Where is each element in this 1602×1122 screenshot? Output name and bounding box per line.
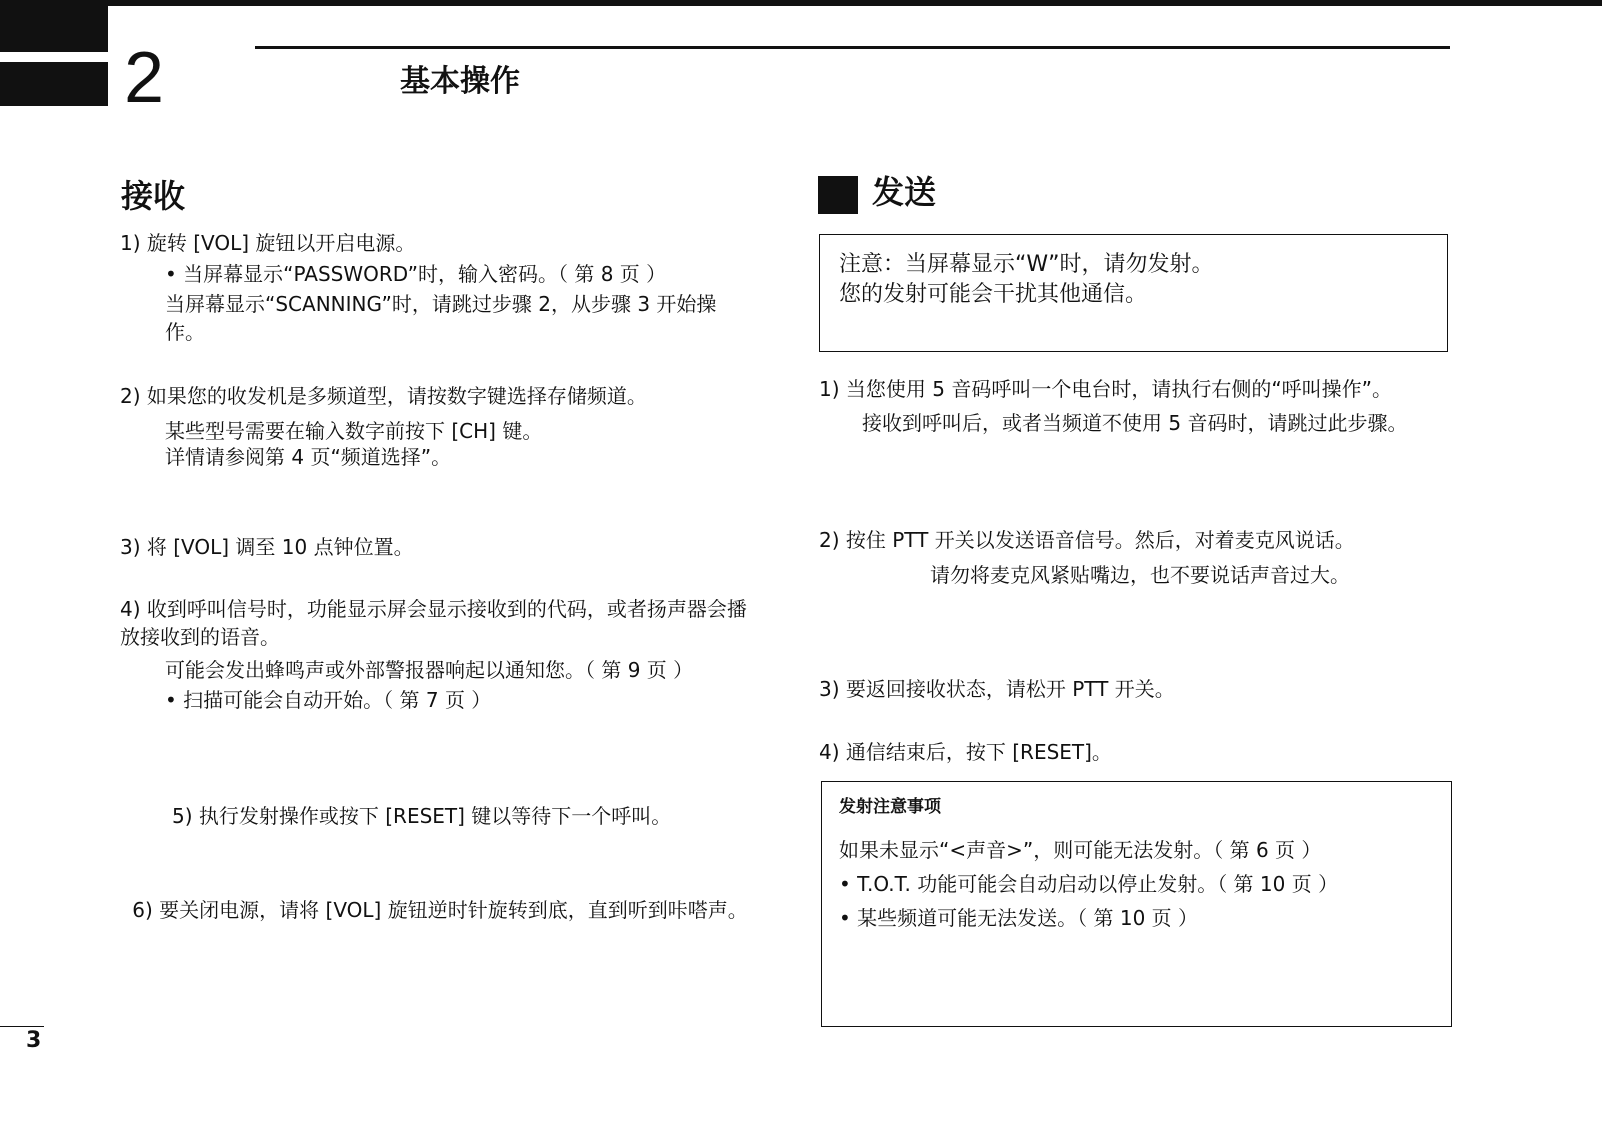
receive-step-1: 1) 旋转 [VOL] 旋钮以开启电源。 [120,231,416,255]
transmit-notes-title: 发射注意事项 [839,797,941,817]
receive-step-4: 4) 收到呼叫信号时，功能显示屏会显示接收到的代码，或者扬声器会播放接收到的语音。 [120,597,747,649]
transmit-notes-line-3: • 某些频道可能无法发送。（ 第 10 页 ） [839,906,1199,930]
receive-step-6: 6) 要关闭电源，请将 [VOL] 旋钮逆时针旋转到底，直到听到咔嗒声。 [132,898,748,922]
transmit-step-3: 3) 要返回接收状态，请松开 PTT 开关。 [819,677,1175,701]
receive-step-1-note: 当屏幕显示“SCANNING”时，请跳过步骤 2，从步骤 3 开始操作。 [165,292,717,344]
transmit-step-4: 4) 通信结束后，按下 [RESET]。 [819,740,1112,764]
receive-step-1-bullet: • 当屏幕显示“PASSWORD”时，输入密码。（ 第 8 页 ） [165,262,667,286]
chapter-title: 基本操作 [400,64,520,99]
chapter-rule [255,46,1450,49]
transmit-step-1-note: 接收到呼叫后，或者当频道不使用 5 音码时，请跳过此步骤。 [862,411,1408,435]
receive-step-4-bullet: • 扫描可能会自动开始。（ 第 7 页 ） [165,688,492,712]
caution-line-1: 注意：当屏幕显示“W”时，请勿发射。 [839,252,1214,277]
receive-step-2-note-1: 某些型号需要在输入数字前按下 [CH] 键。 [165,419,543,443]
caution-line-2: 您的发射可能会干扰其他通信。 [839,282,1148,307]
page-number: 3 [26,1028,42,1053]
transmit-step-2: 2) 按住 PTT 开关以发送语音信号。然后，对着麦克风说话。 [819,528,1355,552]
transmit-step-1: 1) 当您使用 5 音码呼叫一个电台时，请执行右侧的“呼叫操作”。 [819,377,1393,401]
chapter-tab-upper [0,0,108,52]
top-rule [0,0,1602,6]
receive-step-2-note-2: 详情请参阅第 4 页“频道选择”。 [165,445,452,469]
receive-step-4-note: 可能会发出蜂鸣声或外部警报器响起以通知您。（ 第 9 页 ） [165,658,694,682]
transmit-notes-line-2: • T.O.T. 功能可能会自动启动以停止发射。（ 第 10 页 ） [839,872,1339,896]
transmit-heading: 发送 [872,173,937,211]
chapter-number: 2 [124,38,165,118]
transmit-step-2-note: 请勿将麦克风紧贴嘴边，也不要说话声音过大。 [930,563,1350,587]
receive-step-5: 5) 执行发射操作或按下 [RESET] 键以等待下一个呼叫。 [172,804,672,828]
receive-step-3: 3) 将 [VOL] 调至 10 点钟位置。 [120,535,414,559]
receive-heading: 接收 [121,177,186,215]
transmit-notes-line-1: 如果未显示“<声音>”，则可能无法发射。（ 第 6 页 ） [839,838,1322,862]
section-marker-square [818,176,858,214]
receive-step-2: 2) 如果您的收发机是多频道型，请按数字键选择存储频道。 [120,384,647,408]
chapter-tab-lower [0,62,108,106]
